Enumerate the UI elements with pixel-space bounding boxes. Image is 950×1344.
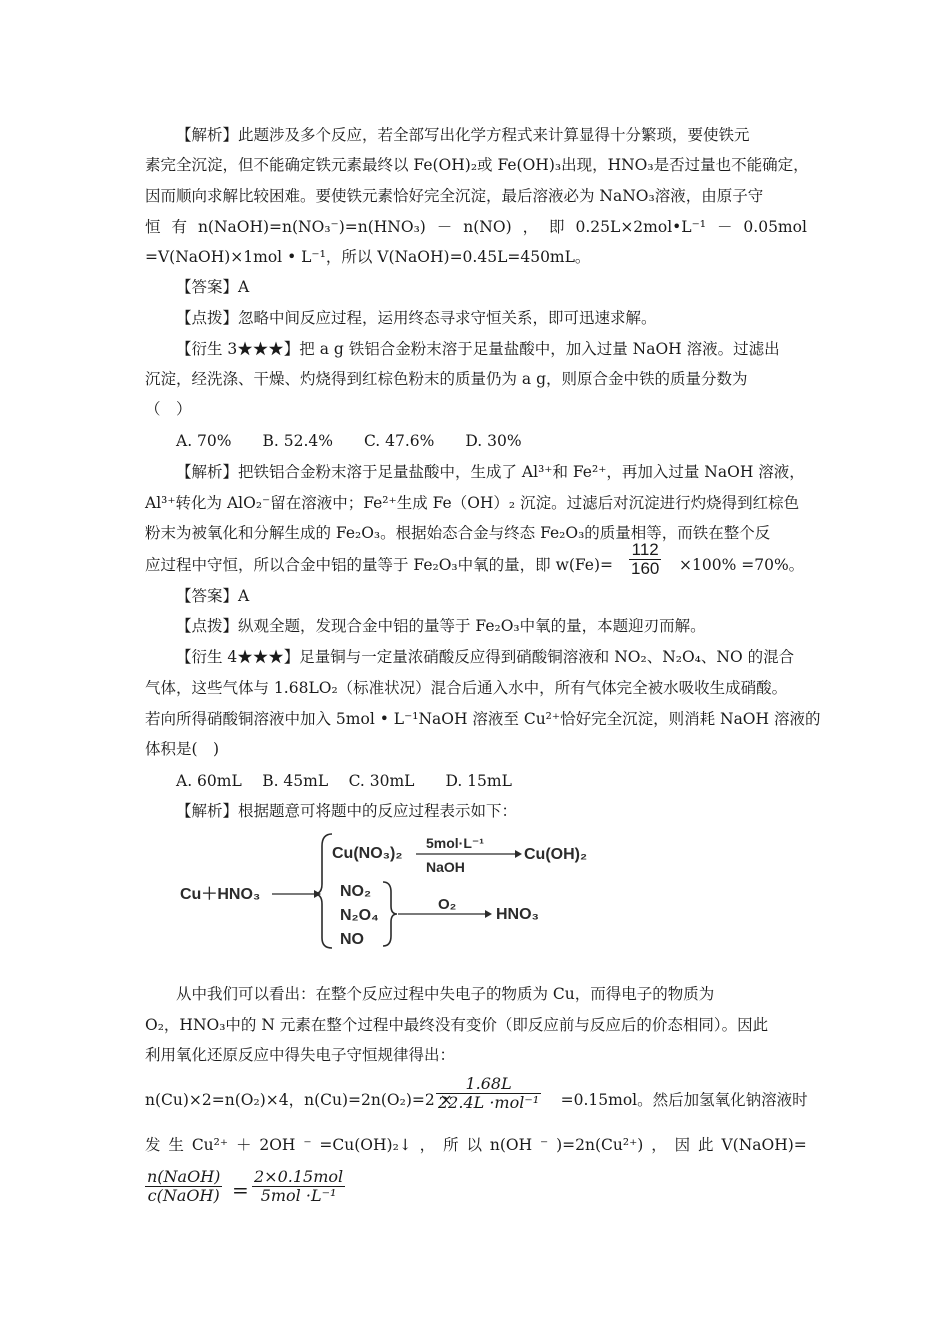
reagent-o2: O₂ (438, 896, 457, 913)
product-hno3: HNO₃ (496, 906, 539, 923)
paragraph-line: 因而顺向求解比较困难。要使铁元素恰好完全沉淀，最后溶液必为 NaNO₃溶液，由原子守 (145, 187, 764, 205)
denominator: 22.4L ·mol⁻¹ (438, 1093, 540, 1112)
word: － (436, 218, 453, 236)
word: 发 (145, 1136, 161, 1154)
word: 因 (674, 1136, 691, 1154)
numerator: 2×0.15mol (254, 1167, 344, 1186)
equals-sign: = (232, 1178, 249, 1202)
arrow-head (515, 850, 522, 858)
word: 有 (171, 218, 187, 236)
word: Cu²⁺ (191, 1136, 229, 1154)
word: ⁻ (540, 1136, 549, 1154)
word: n(NO) (463, 218, 512, 236)
word: 0.25L×2mol•L⁻¹ (575, 218, 706, 236)
question-line: 体积是( ) (145, 740, 220, 758)
left-brace (314, 834, 332, 948)
denominator: 5mol ·L⁻¹ (252, 1186, 345, 1205)
paragraph-line: 利用氧化还原反应中得失电子守恒规律得出： (145, 1046, 456, 1064)
text-run: =0.15mol。然后加氢氧化钠溶液时 (560, 1091, 808, 1109)
fraction-112-160 (629, 541, 661, 578)
hint-line: 【点拨】纵观全题，发现合金中铝的量等于 Fe₂O₃中氧的量，本题迎刃而解。 (176, 617, 706, 635)
question-line: 【衍生 4★★★】足量铜与一定量浓硝酸反应得到硝酸铜溶液和 NO₂、N₂O₄、NO 的混合 (176, 648, 795, 666)
paragraph-line: Al³⁺转化为 AlO₂⁻留在溶液中；Fe²⁺生成 Fe（OH）₂ 沉淀。过滤后对沉淀进行灼烧得到红棕色 (145, 494, 800, 512)
word: 以 (466, 1136, 482, 1154)
text-run: n(Cu)×2=n(O₂)×4，n(Cu)=2n(O₂)=2 × (145, 1091, 453, 1109)
paragraph-line: 粉末为被氧化和分解生成的 Fe₂O₃。根据始态合金与终态 Fe₂O₃的质量相等，而铁在整个反 (145, 524, 771, 542)
word: ， (522, 218, 539, 236)
reagent-naoh: NaOH (426, 859, 465, 875)
fraction-n-over-c (145, 1168, 222, 1205)
paragraph-line: 素完全沉淀，但不能确定铁元素最终以 Fe(OH)₂或 Fe(OH)₃出现，HNO₃是否过量也不能确定， (145, 156, 809, 174)
word: n(OH (489, 1136, 533, 1154)
question-line: 若向所得硝酸铜溶液中加入 5mol • L⁻¹NaOH 溶液至 Cu²⁺恰好完全沉淀，则消耗 NaOH 溶液的 (145, 710, 821, 728)
question-line: 【衍生 3★★★】把 a g 铁铝合金粉末溶于足量盐酸中，加入过量 NaOH 溶液。过滤出 (176, 340, 780, 358)
paragraph-line (145, 555, 804, 575)
word: － (716, 218, 733, 236)
paragraph-line: =V(NaOH)×1mol • L⁻¹，所以 V(NaOH)=0.45L=450mL。 (145, 248, 591, 266)
denominator: 160 (631, 559, 660, 578)
answer-label: 【答案】A (176, 278, 250, 296)
gas-n2o4: N₂O₄ (340, 907, 379, 924)
paragraph-line: 【解析】此题涉及多个反应，若全部写出化学方程式来计算显得十分繁琐，要使铁元 (176, 126, 750, 144)
word: 所 (443, 1136, 459, 1154)
word: 恒 (145, 218, 161, 236)
word: 即 (549, 218, 565, 236)
question-line: 沉淀，经洗涤、干燥、灼烧得到红棕色粉末的质量仍为 a g，则原合金中铁的质量分数为 (145, 370, 748, 388)
word: ⁻ (303, 1136, 312, 1154)
product-cu-hydroxide: Cu(OH)₂ (524, 846, 588, 863)
question-line: 气体，这些气体与 1.68LO₂（标准状况）混合后通入水中，所有气体完全被水吸收生成硝酸。 (145, 679, 788, 697)
text-run: 应过程中守恒，所以合金中铝的量等于 Fe₂O₃中氧的量，即 w(Fe)= (145, 556, 613, 574)
word: V(NaOH)= (721, 1136, 807, 1154)
arrow-head (485, 910, 492, 918)
word: n(NaOH)=n(NO₃⁻)=n(HNO₃) (197, 218, 426, 236)
reaction-diagram (180, 826, 620, 952)
word: 生 (168, 1136, 184, 1154)
question-line: （ ） (145, 400, 192, 418)
reagent-concentration: 5mol·L⁻¹ (426, 835, 484, 851)
word: 2OH (259, 1136, 296, 1154)
answer-label: 【答案】A (176, 587, 250, 605)
denominator: c(NaOH) (145, 1186, 222, 1205)
word: ＋ (235, 1136, 252, 1154)
hint-line: 【点拨】忽略中间反应过程，运用终态寻求守恒关系，即可迅速求解。 (176, 309, 657, 327)
fraction-volume-calc (252, 1168, 345, 1205)
paragraph-line: 【解析】根据题意可将题中的反应过程表示如下： (176, 802, 518, 820)
product-cu-nitrate: Cu(NO₃)₂ (332, 845, 403, 862)
fraction-molar-volume (436, 1075, 541, 1112)
paragraph-line: 从中我们可以看出：在整个反应过程中失电子的物质为 Cu，而得电子的物质为 (176, 985, 715, 1003)
word: )=2n(Cu²⁺) (556, 1136, 644, 1154)
word: 0.05mol (743, 218, 807, 236)
paragraph-line-justified (145, 1135, 807, 1155)
word: ， (651, 1136, 667, 1154)
text-run: ×100% =70%。 (679, 556, 805, 574)
gas-no2: NO₂ (340, 883, 372, 900)
paragraph-line: 【解析】把铁铝合金粉末溶于足量盐酸中，生成了 Al³⁺和 Fe²⁺，再加入过量 NaOH 溶液， (176, 463, 805, 481)
numerator: 112 (631, 540, 659, 559)
numerator: n(NaOH) (147, 1167, 221, 1186)
right-brace (383, 882, 397, 946)
paragraph-line-justified (145, 217, 807, 237)
gas-no: NO (340, 931, 364, 948)
numerator: 1.68L (465, 1074, 512, 1093)
word: =Cu(OH)₂↓ (319, 1136, 412, 1154)
options-line: A. 60mL B. 45mL C. 30mL D. 15mL (176, 772, 512, 790)
word: 此 (698, 1136, 714, 1154)
reactant-label: Cu＋HNO₃ (180, 886, 261, 903)
paragraph-line: O₂，HNO₃中的 N 元素在整个过程中最终没有变价（即反应前与反应后的价态相同）。因此 (145, 1016, 769, 1034)
options-line: A. 70% B. 52.4% C. 47.6% D. 30% (176, 432, 522, 450)
word: ， (419, 1136, 436, 1154)
